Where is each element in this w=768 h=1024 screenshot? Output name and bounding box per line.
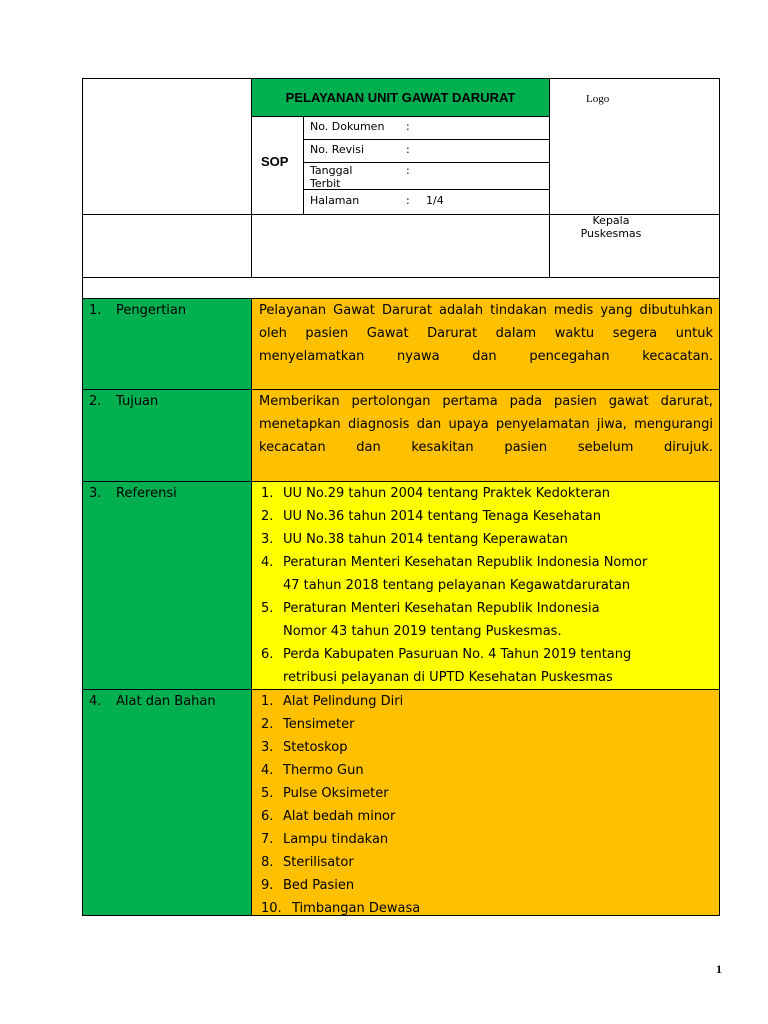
item-text: Perda Kabupaten Pasuruan No. 4 Tahun 2019 tentang [283,647,632,662]
section-text: Pelayanan Gawat Darurat adalah tindakan medis yang dibutuhkan oleh pasien Gawat Darurat dalam waktu segera untuk menyelamatkan nyawa dan pencegahan kecacatan. [259,303,713,364]
equipment-list [252,690,719,920]
field-halaman [303,189,550,215]
item-number: 2. [261,717,274,732]
item-text-continued: Nomor 43 tahun 2019 tentang Puskesmas. [283,624,562,639]
section-content-referensi [251,481,720,690]
section-label-pengertian [82,298,252,390]
item-number: 2. [261,509,274,524]
document-title: PELAYANAN UNIT GAWAT DARURAT [251,78,550,117]
field-separator: : [406,120,410,133]
section-label-tujuan [82,389,252,482]
field-label: No. Revisi [310,143,365,156]
reference-list [252,482,719,689]
field-tanggal-terbit [303,162,550,190]
item-number: 7. [261,832,274,847]
item-number: 4. [261,555,274,570]
field-no-dokumen [303,116,550,140]
logo-placeholder: Logo [586,93,610,105]
item-text: Thermo Gun [283,763,364,778]
item-number: 4. [261,763,274,778]
signature-cell [549,214,720,278]
item-text: Alat Pelindung Diri [283,694,404,709]
item-text: Alat bedah minor [283,809,396,824]
list-item [261,782,713,805]
item-number: 1. [261,486,274,501]
sop-cell [251,116,304,215]
item-text: Tensimeter [283,717,355,732]
list-item [261,897,713,920]
item-number: 5. [261,786,274,801]
list-item [261,528,713,551]
field-label: Tanggal Terbit [310,164,353,190]
list-item [261,643,713,689]
signature-role: Kepala Puskesmas [580,214,642,240]
section-content-tujuan [251,389,720,482]
field-separator: : [406,164,410,177]
section-title: Tujuan [116,394,159,409]
spacer-row [82,277,720,299]
section-title: Alat dan Bahan [116,694,216,709]
item-text: Bed Pasien [283,878,355,893]
section-label-alat-dan-bahan [82,689,252,916]
list-item [261,551,713,597]
list-item [261,736,713,759]
item-text-continued: retribusi pelayanan di UPTD Kesehatan Puskesmas [283,670,613,685]
field-no-revisi [303,139,550,163]
item-text: UU No.36 tahun 2014 tentang Tenaga Kesehatan [283,509,602,524]
field-value: 1/4 [426,194,444,207]
list-item [261,713,713,736]
section-number: 3. [89,486,102,501]
list-item [261,759,713,782]
section-title: Referensi [116,486,177,501]
signature-middle-cell [251,214,550,278]
item-text: Pulse Oksimeter [283,786,389,801]
item-number: 1. [261,694,274,709]
list-item [261,805,713,828]
item-text-continued: 47 tahun 2018 tentang pelayanan Kegawatdaruratan [283,578,631,593]
list-item [261,505,713,528]
item-text: UU No.38 tahun 2014 tentang Keperawatan [283,532,568,547]
signature-left-cell [82,214,252,278]
field-separator: : [406,194,410,207]
item-number: 6. [261,809,274,824]
item-number: 9. [261,878,274,893]
list-item [261,482,713,505]
list-item [261,851,713,874]
item-text: Stetoskop [283,740,348,755]
page-number: 1 [716,962,722,976]
logo-cell [549,78,720,215]
list-item [261,874,713,897]
section-label-referensi [82,481,252,690]
item-text: Sterilisator [283,855,354,870]
list-item [261,597,713,643]
item-number: 3. [261,532,274,547]
item-text: Lampu tindakan [283,832,389,847]
section-number: 4. [89,694,102,709]
item-text: Peraturan Menteri Kesehatan Republik Indonesia [283,601,600,616]
item-number: 6. [261,647,274,662]
list-item [261,690,713,713]
sop-label: SOP [261,154,289,169]
section-number: 1. [89,303,102,318]
list-item [261,828,713,851]
item-number: 8. [261,855,274,870]
section-title: Pengertian [116,303,187,318]
item-number: 3. [261,740,274,755]
item-number: 5. [261,601,274,616]
item-number: 10. [261,901,282,916]
field-separator: : [406,143,410,156]
header-left-cell [82,78,252,215]
section-content-pengertian [251,298,720,390]
item-text: Peraturan Menteri Kesehatan Republik Indonesia Nomor [283,555,648,570]
section-number: 2. [89,394,102,409]
section-content-alat-dan-bahan [251,689,720,916]
item-text: UU No.29 tahun 2004 tentang Praktek Kedokteran [283,486,611,501]
field-label: No. Dokumen [310,120,385,133]
item-text: Timbangan Dewasa [292,901,421,916]
section-text: Memberikan pertolongan pertama pada pasien gawat darurat, menetapkan diagnosis dan upaya penyelamatan jiwa, mengurangi kecacatan dan kesakitan pasien sebelum dirujuk. [259,394,713,455]
field-label: Halaman [310,194,360,207]
